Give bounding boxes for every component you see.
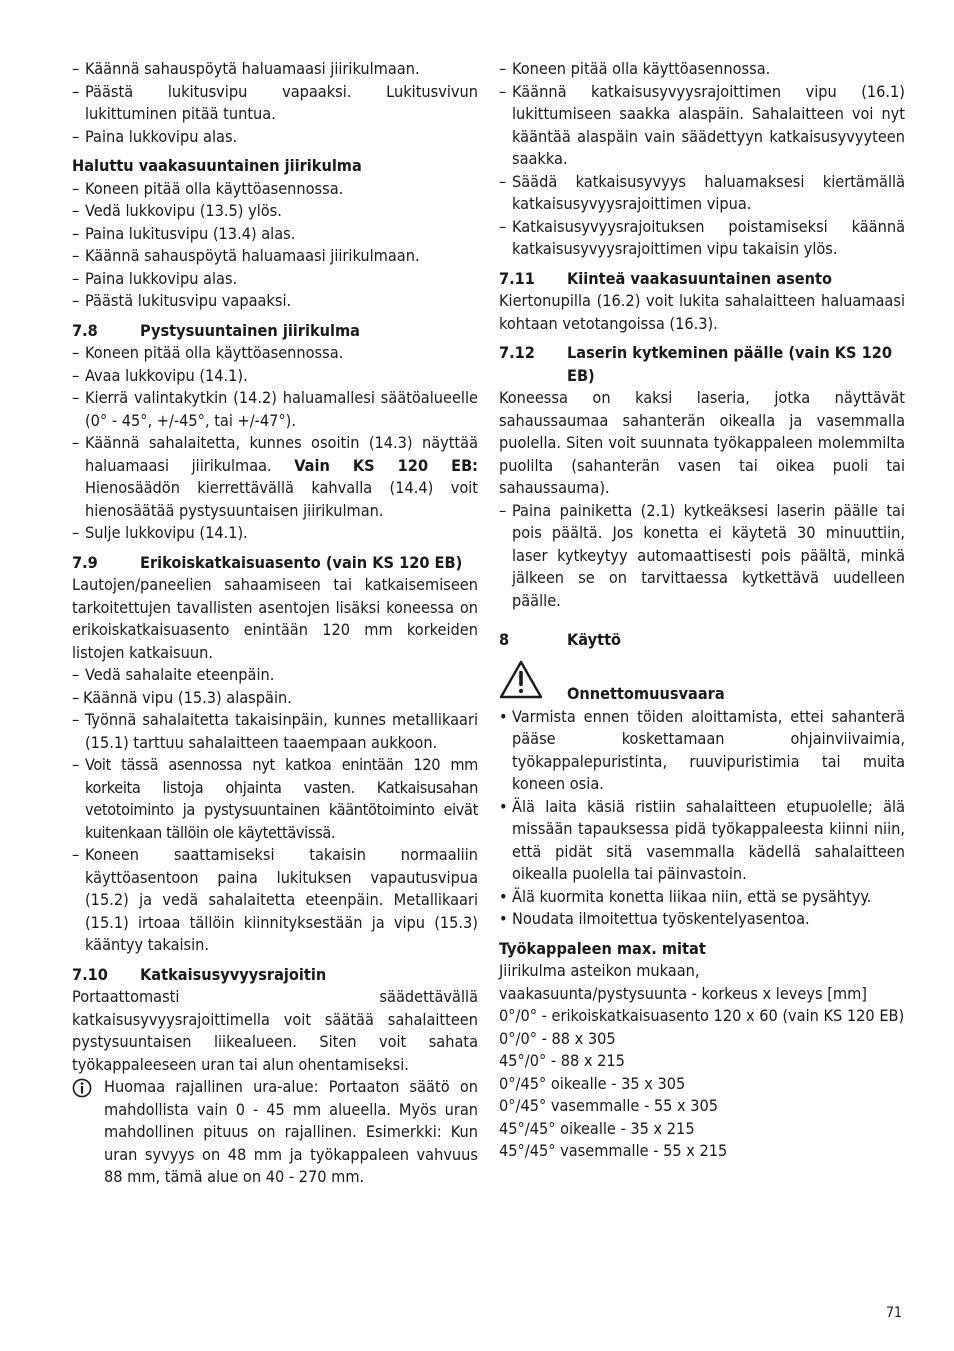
list-item: – Paina lukkovipu alas. <box>72 126 478 149</box>
list-item: – Päästä lukitusvipu vapaaksi. <box>72 290 478 313</box>
paragraph: Kiertonupilla (16.2) voit lukita sahalaitteen haluamaasi kohtaan vetotangoissa (16.3). <box>499 291 905 333</box>
section-title: Kiinteä vaakasuuntainen asento <box>567 268 832 288</box>
list-item: – Katkaisusyvyysrajoituksen poistamiseksi käännä katkaisusyvyysrajoittimen vipu takaisin ylös. <box>499 216 905 261</box>
list-item: – Paina lukitusvipu (13.4) alas. <box>72 223 478 246</box>
list-item: – Päästä lukitusvipu vapaaksi. Lukitusvivun lukittuminen pitää tuntua. <box>72 81 478 126</box>
list-item: – Sulje lukkovipu (14.1). <box>72 522 478 545</box>
list-item: – Vedä lukkovipu (13.5) ylös. <box>72 200 478 223</box>
list-item: – Paina lukkovipu alas. <box>72 268 478 291</box>
page-number: 71 <box>886 1305 903 1321</box>
warning-block <box>499 660 905 706</box>
warning-triangle-icon <box>499 660 543 700</box>
warning-title: Onnettomuusvaara <box>567 683 725 703</box>
dimensions-intro: vaakasuunta/pystysuunta - korkeus x leveys [mm] <box>499 983 867 1003</box>
section-title: Käyttö <box>567 630 622 649</box>
dimension-line: 0°/45° vasemmalle - 55 x 305 <box>499 1096 719 1115</box>
left-column <box>72 58 478 1189</box>
dimensions-heading: Työkappaleen max. mitat <box>499 938 706 958</box>
section-title: Erikoiskatkaisuasento (vain KS 120 EB) <box>140 552 463 572</box>
section-number: 7.8 <box>72 320 98 340</box>
section-title: Laserin kytkeminen päälle (vain KS 120 EB) <box>567 343 893 385</box>
dimension-line: 0°/0° - erikoiskatkaisuasento 120 x 60 (vain KS 120 EB) <box>499 1006 905 1025</box>
dimension-line: 45°/45° oikealle - 35 x 215 <box>499 1118 695 1138</box>
list-item: – Vedä sahalaite eteenpäin. <box>72 664 478 687</box>
paragraph: Koneessa on kaksi laseria, jotka näyttävät sahaussaumaa sahanterän oikealla ja vasemmalla puolella. Siten voit suunnata työkappaleen molemmilta puolilta (sahanterän vasen tai oikea puoli tai sahaussauma). <box>499 388 905 497</box>
dimension-line: 0°/0° - 88 x 305 <box>499 1028 616 1048</box>
section-heading-7-9 <box>72 552 478 575</box>
section-title: Pystysuuntainen jiirikulma <box>140 320 361 340</box>
right-column <box>499 58 905 1163</box>
list-item: – Käännä sahauspöytä haluamaasi jiirikulmaan. <box>72 58 478 81</box>
section-number: 7.10 <box>72 964 108 984</box>
item-text: Käännä sahalaitetta, kunnes osoitin (14.3) näyttää haluamaasi jiirikulmaa. <box>85 433 478 475</box>
dimensions-intro: Jiirikulma asteikon mukaan, <box>499 961 700 980</box>
paragraph: Portaattomasti säädettävällä katkaisusyvyysrajoittimella voit säätää sahalaitteen pystysuuntaisen liikealueen. Siten voit sahata työkappaleeseen uran tai alun ohentamiseksi. <box>72 987 478 1074</box>
item-bold-text: Vain KS 120 EB: <box>294 455 478 475</box>
section-heading-7-12 <box>499 342 905 387</box>
list-item <box>72 432 478 522</box>
list-item: – Käännä katkaisusyvyysrajoittimen vipu (16.1) lukittumiseen saakka alaspäin. Sahalaitteen voi nyt kääntää alaspäin vain säädettyyn katkaisusyvyyteen saakka. <box>499 81 905 171</box>
dimension-line: 0°/45° oikealle - 35 x 305 <box>499 1073 686 1093</box>
dimension-line: 45°/45° vasemmalle - 55 x 215 <box>499 1141 728 1160</box>
warning-bullet: • Varmista ennen töiden aloittamista, ettei sahanterä pääse koskettamaan ohjainviivaimia, työkappalepuristinta, ruuvipuristimia tai muita koneen osia. <box>499 706 905 796</box>
section-heading-7-10 <box>72 964 478 987</box>
list-item: – Kierrä valintakytkin (14.2) haluamallesi säätöalueelle (0° - 45°, +/-45°, tai +/-47°). <box>72 387 478 432</box>
list-item: – Käännä vipu (15.3) alaspäin. <box>72 687 478 710</box>
list-item: – Paina painiketta (2.1) kytkeäksesi laserin päälle tai pois päältä. Jos konetta ei käytetä 30 minuuttiin, laser kytkeytyy automaattisesti pois päältä, minkä jälkeen se on tarvittaessa kytkettävä uudelleen päälle. <box>499 500 905 613</box>
paragraph: Lautojen/paneelien sahaamiseen tai katkaisemiseen tarkoitettujen tavallisten asentojen lisäksi koneessa on erikoiskatkaisuasento enintään 120 mm korkeiden listojen katkaisuun. <box>72 575 478 662</box>
list-item: – Käännä sahauspöytä haluamaasi jiirikulmaan. <box>72 245 478 268</box>
list-item: – Koneen saattamiseksi takaisin normaaliin käyttöasentoon paina lukituksen vapautusvipua (15.2) ja vedä sahalaitetta eteenpäin. Metallikaari (15.1) irtoaa tällöin kiinnityksestään ja vipu (15.3) kääntyy takaisin. <box>72 844 478 957</box>
section-heading-7-11 <box>499 268 905 291</box>
item-text: Hienosäädön kierrettävällä kahvalla (14.4) voit hienosäätää pystysuuntaisen jiirikulman. <box>85 478 478 520</box>
list-item: – Työnnä sahalaitetta takaisinpäin, kunnes metallikaari (15.1) tarttuu sahalaitteen taaempaan aukkoon. <box>72 709 478 754</box>
section-heading-7-8 <box>72 320 478 343</box>
section-title: Katkaisusyvyysrajoitin <box>140 964 327 984</box>
list-item: – Koneen pitää olla käyttöasennossa. <box>72 342 478 365</box>
dimension-line: 45°/0° - 88 x 215 <box>499 1051 625 1070</box>
horizontal-angle-heading: Haluttu vaakasuuntainen jiirikulma <box>72 156 362 175</box>
list-item: – Avaa lukkovipu (14.1). <box>72 365 478 388</box>
warning-bullet: • Älä laita käsiä ristiin sahalaitteen etupuolelle; älä missään tapauksessa pidä työkappaleesta kiinni niin, että pidät sitä vasemmalla kädellä sahalaitteen oikealla puolella tai päinvastoin. <box>499 796 905 886</box>
list-item: – Koneen pitää olla käyttöasennossa. <box>72 178 478 201</box>
info-icon <box>72 1078 92 1098</box>
list-item: – Säädä katkaisusyvyys haluamaksesi kiertämällä katkaisusyvyysrajoittimen vipua. <box>499 171 905 216</box>
info-note <box>72 1076 478 1189</box>
list-item: – Koneen pitää olla käyttöasennossa. <box>499 58 905 81</box>
section-number: 7.11 <box>499 268 535 288</box>
section-number: 7.12 <box>499 343 535 362</box>
section-number: 8 <box>499 630 510 649</box>
warning-bullet: • Älä kuormita konetta liikaa niin, että se pysähtyy. <box>499 886 905 909</box>
section-heading-8 <box>499 629 905 652</box>
warning-bullet: • Noudata ilmoitettua työskentelyasentoa. <box>499 908 905 931</box>
note-text: Huomaa rajallinen ura-alue: Portaaton säätö on mahdollista vain 0 - 45 mm alueella. Myös uran mahdollinen pituus on rajallinen. Esimerkki: Kun uran syvyys on 48 mm ja työkappaleen vahvuus 88 mm, tämä alue on 40 - 270 mm. <box>104 1077 478 1186</box>
section-number: 7.9 <box>72 552 98 572</box>
list-item: – Voit tässä asennossa nyt katkoa enintään 120 mm korkeita listoja ohjainta vasten. Katkaisusahan vetotoiminto ja pystysuuntainen kääntötoiminto eivät kuitenkaan tällöin ole käytettävissä. <box>72 754 478 844</box>
